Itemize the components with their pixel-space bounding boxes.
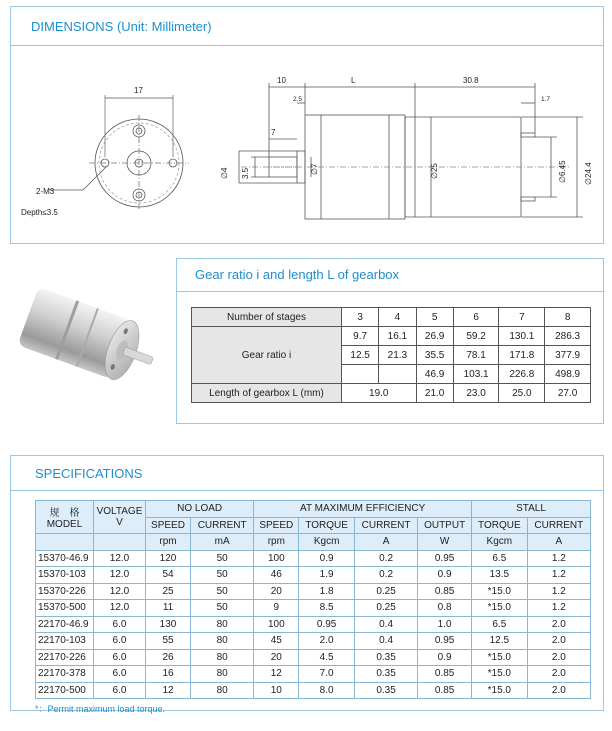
table-cell: 0.9: [299, 550, 355, 567]
specifications-table: [35, 500, 591, 699]
table-cell: *15.0: [472, 682, 528, 699]
table-cell: 20: [254, 583, 299, 600]
table-cell: 6.0: [94, 682, 146, 699]
specifications-body: [36, 550, 591, 699]
specifications-title: SPECIFICATIONS: [35, 466, 143, 481]
table-cell: 16: [146, 666, 191, 683]
table-cell: [342, 365, 379, 384]
table-cell: 45: [254, 633, 299, 650]
table-cell: 120: [146, 550, 191, 567]
unit-cell: W: [418, 534, 472, 551]
table-cell: 12: [146, 682, 191, 699]
table-cell: 2.0: [527, 682, 590, 699]
table-cell: 0.2: [354, 567, 417, 584]
dim-phi-6-45: ∅6.45: [558, 160, 567, 183]
label-m3: 2-M3: [36, 187, 55, 196]
table-cell: 9: [254, 600, 299, 617]
stages-label: Number of stages: [192, 308, 342, 327]
table-cell: *15.0: [472, 600, 528, 617]
table-cell: 12.5: [472, 633, 528, 650]
model-cell: 15370-103: [36, 567, 94, 584]
unit-cell: Kgcm: [472, 534, 528, 551]
dimensions-panel: [10, 6, 604, 244]
length-label: Length of gearbox L (mm): [192, 384, 342, 403]
max-efficiency-header: AT MAXIMUM EFFICIENCY: [254, 501, 472, 518]
table-cell: 8.0: [299, 682, 355, 699]
table-cell: 6.5: [472, 550, 528, 567]
table-row: [36, 550, 591, 567]
table-cell: 4.5: [299, 649, 355, 666]
dim-phi-24-4: ∅24.4: [584, 162, 593, 185]
table-cell: 25: [146, 583, 191, 600]
table-cell: *15.0: [472, 666, 528, 683]
table-cell: 6.0: [94, 666, 146, 683]
dimension-drawing: [11, 7, 605, 245]
stall-header: STALL: [472, 501, 591, 518]
table-cell: 19.0: [342, 384, 417, 403]
table-cell: 8: [545, 308, 591, 327]
table-cell: 10: [254, 682, 299, 699]
label-depth: Depth≤3.5: [21, 208, 58, 217]
footnote: *：Permit maximum load torque.: [35, 704, 166, 714]
table-cell: 0.35: [354, 666, 417, 683]
table-cell: 12.0: [94, 567, 146, 584]
table-cell: 46.9: [416, 365, 453, 384]
table-cell: 80: [191, 633, 254, 650]
table-cell: 50: [191, 567, 254, 584]
table-cell: 0.9: [418, 567, 472, 584]
ratio-label: Gear ratio i: [192, 327, 342, 384]
table-cell: 50: [191, 583, 254, 600]
dim-3-5: 3.5: [241, 167, 250, 179]
table-cell: 26: [146, 649, 191, 666]
table-cell: 130.1: [499, 327, 545, 346]
table-cell: 0.2: [354, 550, 417, 567]
side-view-labels: [220, 76, 593, 185]
table-row: [36, 616, 591, 633]
table-cell: 12: [254, 666, 299, 683]
dim-4: ∅4: [220, 167, 229, 179]
table-cell: 0.8: [418, 600, 472, 617]
table-cell: 5: [416, 308, 453, 327]
table-cell: 0.85: [418, 583, 472, 600]
col-header: TORQUE: [299, 517, 355, 534]
table-cell: 6.5: [472, 616, 528, 633]
side-view: [239, 83, 583, 219]
table-cell: 0.25: [354, 600, 417, 617]
table-cell: 1.0: [418, 616, 472, 633]
motor-photo: [6, 268, 172, 410]
table-cell: 1.8: [299, 583, 355, 600]
no-load-header: NO LOAD: [146, 501, 254, 518]
unit-cell: rpm: [146, 534, 191, 551]
table-cell: 0.9: [418, 649, 472, 666]
table-cell: 80: [191, 682, 254, 699]
table-cell: 2.0: [527, 666, 590, 683]
table-cell: 377.9: [545, 346, 591, 365]
table-cell: 498.9: [545, 365, 591, 384]
table-cell: 12.0: [94, 600, 146, 617]
dim-phi-25: ∅25: [430, 163, 439, 179]
table-cell: 0.35: [354, 649, 417, 666]
unit-cell: A: [527, 534, 590, 551]
table-header-row: [36, 501, 591, 518]
table-row: [36, 633, 591, 650]
table-cell: 6.0: [94, 649, 146, 666]
table-cell: 26.9: [416, 327, 453, 346]
unit-cell: Kgcm: [299, 534, 355, 551]
table-cell: 80: [191, 666, 254, 683]
dim-7: 7: [271, 128, 276, 137]
table-cell: 1.9: [299, 567, 355, 584]
col-header: TORQUE: [472, 517, 528, 534]
table-cell: 4: [379, 308, 416, 327]
table-cell: 35.5: [416, 346, 453, 365]
dim-1-7: 1.7: [541, 96, 551, 103]
table-cell: 2.0: [527, 616, 590, 633]
table-cell: 0.95: [418, 550, 472, 567]
table-cell: 2.0: [527, 649, 590, 666]
table-cell: 7: [499, 308, 545, 327]
table-cell: 12.5: [342, 346, 379, 365]
model-cell: 15370-226: [36, 583, 94, 600]
unit-cell: mA: [191, 534, 254, 551]
table-cell: 0.25: [354, 583, 417, 600]
table-cell: 130: [146, 616, 191, 633]
table-cell: 20: [254, 649, 299, 666]
table-cell: 13.5: [472, 567, 528, 584]
dim-10: 10: [277, 76, 286, 85]
table-cell: 3: [342, 308, 379, 327]
model-cell: 22170-500: [36, 682, 94, 699]
table-cell: 7.0: [299, 666, 355, 683]
gear-ratio-panel: [176, 258, 604, 424]
table-cell: 171.8: [499, 346, 545, 365]
specifications-panel: [10, 455, 604, 714]
table-cell: 25.0: [499, 384, 545, 403]
table-cell: 0.4: [354, 633, 417, 650]
table-cell: 21.3: [379, 346, 416, 365]
gear-ratio-title: Gear ratio i and length L of gearbox: [195, 267, 400, 282]
table-row: [192, 308, 591, 327]
table-cell: 59.2: [453, 327, 499, 346]
front-view: [49, 95, 189, 211]
table-cell: 0.95: [299, 616, 355, 633]
col-header: CURRENT: [191, 517, 254, 534]
col-header: OUTPUT: [418, 517, 472, 534]
dim-30-8: 30.8: [463, 76, 479, 85]
table-row: [192, 384, 591, 403]
table-cell: 2.0: [527, 633, 590, 650]
table-cell: 21.0: [416, 384, 453, 403]
table-cell: 6: [453, 308, 499, 327]
model-header-en: MODEL: [46, 519, 83, 530]
col-header: SPEED: [146, 517, 191, 534]
table-cell: 1.2: [527, 550, 590, 567]
table-cell: *15.0: [472, 583, 528, 600]
table-cell: 12.0: [94, 550, 146, 567]
table-row: [36, 600, 591, 617]
table-cell: 46: [254, 567, 299, 584]
table-row: [36, 649, 591, 666]
table-cell: 0.95: [418, 633, 472, 650]
col-header: CURRENT: [354, 517, 417, 534]
table-cell: 286.3: [545, 327, 591, 346]
dim-l: L: [351, 76, 356, 85]
table-cell: 9.7: [342, 327, 379, 346]
model-header-cn: 规 格: [49, 508, 80, 519]
table-cell: 8.5: [299, 600, 355, 617]
table-cell: 1.2: [527, 600, 590, 617]
model-cell: 22170-378: [36, 666, 94, 683]
table-cell: 100: [254, 616, 299, 633]
table-cell: 0.85: [418, 666, 472, 683]
table-row: [192, 327, 591, 346]
table-cell: 0.4: [354, 616, 417, 633]
table-cell: 80: [191, 616, 254, 633]
table-cell: 11: [146, 600, 191, 617]
model-cell: 15370-46.9: [36, 550, 94, 567]
table-cell: 78.1: [453, 346, 499, 365]
table-row: [36, 682, 591, 699]
unit-cell: [94, 534, 146, 551]
model-cell: 22170-226: [36, 649, 94, 666]
table-cell: 55: [146, 633, 191, 650]
table-cell: 100: [254, 550, 299, 567]
unit-cell: A: [354, 534, 417, 551]
table-cell: 1.2: [527, 567, 590, 584]
table-row: [36, 666, 591, 683]
dim-17: 17: [134, 86, 143, 95]
table-cell: 80: [191, 649, 254, 666]
dimensions-title: DIMENSIONS (Unit: Millimeter): [31, 19, 212, 34]
voltage-header-label: VOLTAGE: [96, 506, 143, 517]
model-header: [36, 501, 94, 534]
table-cell: 23.0: [453, 384, 499, 403]
gear-ratio-table: [191, 307, 591, 403]
title-divider: [177, 291, 603, 292]
table-cell: 1.2: [527, 583, 590, 600]
table-cell: 6.0: [94, 616, 146, 633]
model-cell: 22170-103: [36, 633, 94, 650]
unit-cell: rpm: [254, 534, 299, 551]
voltage-unit: V: [116, 517, 123, 528]
table-cell: 0.35: [354, 682, 417, 699]
table-cell: 6.0: [94, 633, 146, 650]
table-cell: 16.1: [379, 327, 416, 346]
table-cell: [379, 365, 416, 384]
voltage-header: [94, 501, 146, 534]
table-unit-row: [36, 534, 591, 551]
table-cell: 50: [191, 550, 254, 567]
model-cell: 15370-500: [36, 600, 94, 617]
table-cell: 0.85: [418, 682, 472, 699]
table-cell: 50: [191, 600, 254, 617]
table-cell: 103.1: [453, 365, 499, 384]
table-cell: *15.0: [472, 649, 528, 666]
dim-2-5: 2.5: [293, 96, 303, 103]
table-row: [36, 583, 591, 600]
table-row: [36, 567, 591, 584]
table-cell: 2.0: [299, 633, 355, 650]
table-cell: 226.8: [499, 365, 545, 384]
col-header: CURRENT: [527, 517, 590, 534]
title-divider: [11, 490, 603, 491]
col-header: SPEED: [254, 517, 299, 534]
table-cell: 27.0: [545, 384, 591, 403]
table-cell: 12.0: [94, 583, 146, 600]
table-cell: 54: [146, 567, 191, 584]
unit-cell: [36, 534, 94, 551]
dim-phi-7: ∅7: [310, 163, 319, 175]
model-cell: 22170-46.9: [36, 616, 94, 633]
